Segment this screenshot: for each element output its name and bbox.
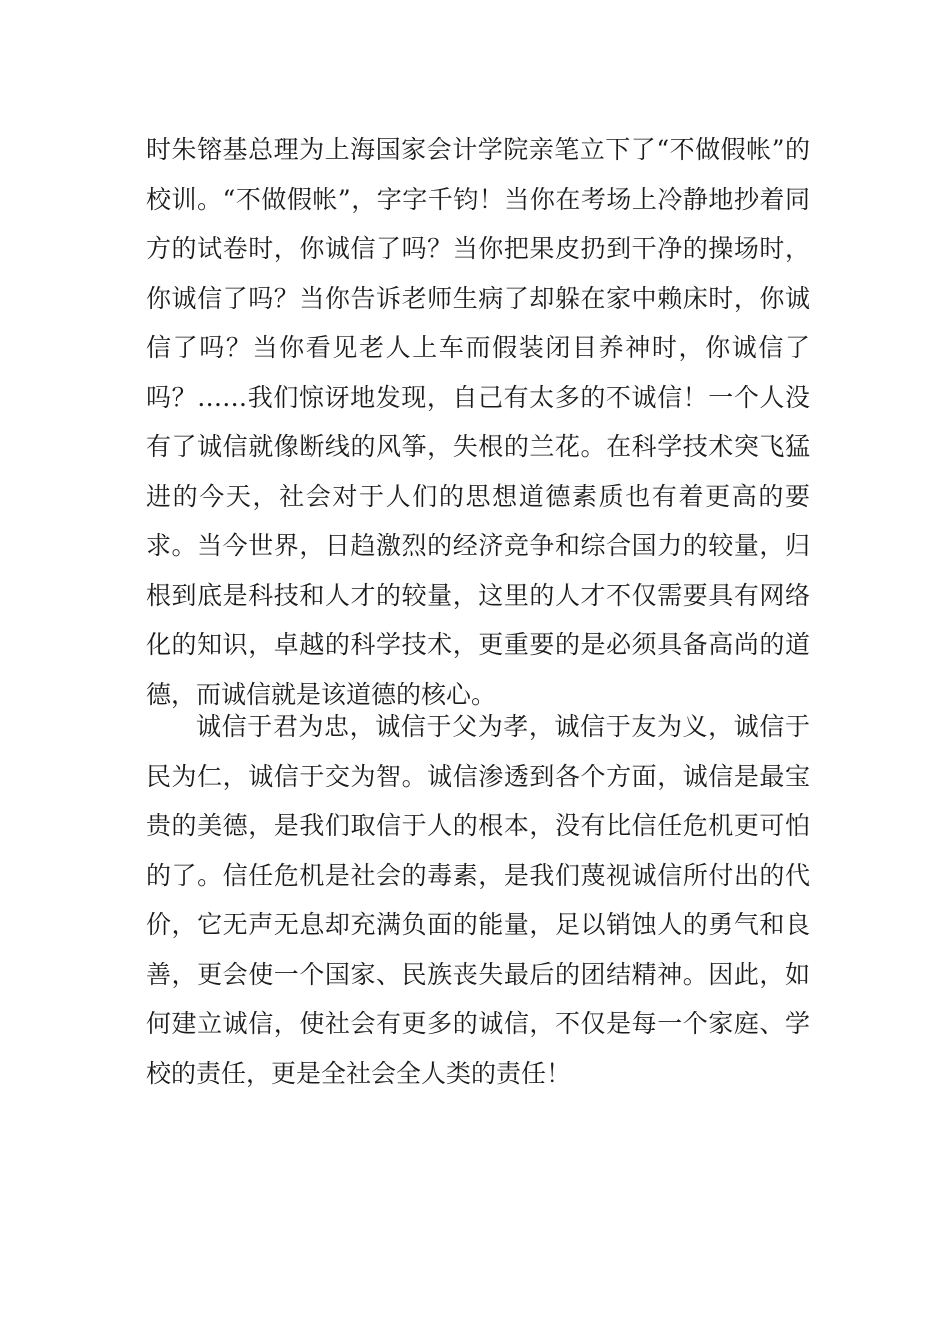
- paragraph-continued: [146, 125, 810, 719]
- paragraph-text: 诚信于君为忠，诚信于父为孝，诚信于友为义，诚信于民为仁，诚信于交为智。诚信渗透到各个方面，诚信是最宝贵的美德，是我们取信于人的根本，没有比信任危机更可怕的了。信任危机是社会的毒素，是我们蔑视诚信所付出的代价，它无声无息却充满负面的能量，足以销蚀人的勇气和良善，更会使一个国家、民族丧失最后的团结精神。因此，如何建立诚信，使社会有更多的诚信，不仅是每一个家庭、学校的责任，更是全社会全人类的责任！: [146, 712, 810, 1088]
- paragraph-second: [146, 702, 810, 1098]
- paragraph-text: 时朱镕基总理为上海国家会计学院亲笔立下了“不做假帐”的校训。“不做假帐”，字字千钧！当你在考场上冷静地抄着同方的试卷时，你诚信了吗？当你把果皮扔到干净的操场时，你诚信了吗？当你告诉老师生病了却躲在家中赖床时，你诚信了吗？当你看见老人上车而假装闭目养神时，你诚信了吗？……我们惊讶地发现，自己有太多的不诚信！一个人没有了诚信就像断线的风筝，失根的兰花。在科学技术突飞猛进的今天，社会对于人们的思想道德素质也有着更高的要求。当今世界，日趋激烈的经济竞争和综合国力的较量，归根到底是科技和人才的较量，这里的人才不仅需要具有网络化的知识，卓越的科学技术，更重要的是必须具备高尚的道德，而诚信就是该道德的核心。: [146, 135, 810, 709]
